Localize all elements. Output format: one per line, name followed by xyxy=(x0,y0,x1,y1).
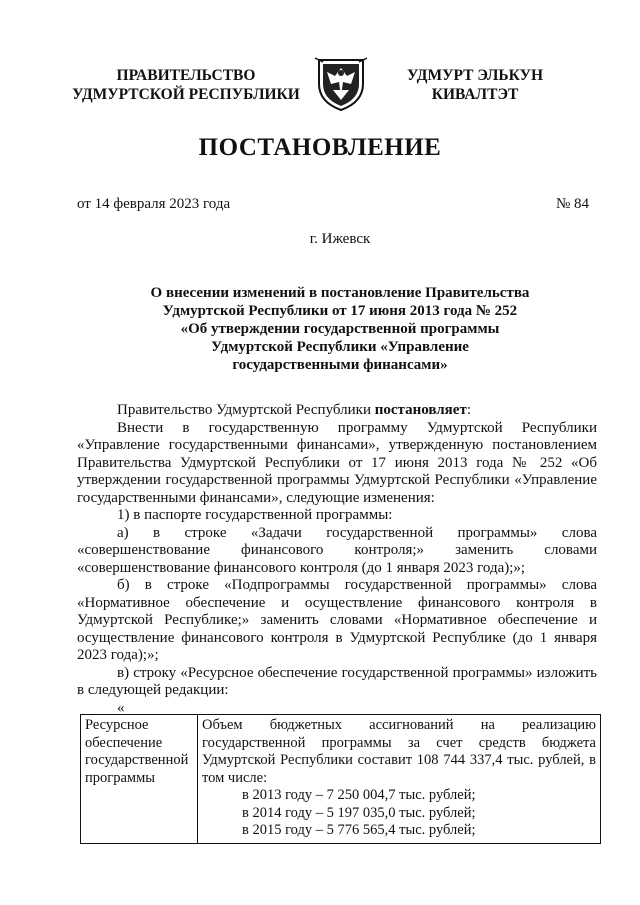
intro-bold: постановляет xyxy=(374,402,467,418)
passport-table xyxy=(80,714,601,844)
paragraph: Внести в государственную программу Удмуртской Республики «Управление государственными финансами», утвержденную постановлением Правительства Удмуртской Республики от 17 июня 2013 года № 252 «Об утверждении государственной программы Удмуртской Республики «Управление государственными финансами», следующие изменения: xyxy=(77,419,597,506)
intro-text: Правительство Удмуртской Республики xyxy=(117,402,375,418)
table-text: Объем бюджетных ассигнований на реализацию государственной программы за счет средств бюджета Удмуртской Республики составит 108 744 337,4 тыс. рублей, в том числе: xyxy=(202,717,596,786)
document-date: от 14 февраля 2023 года xyxy=(77,196,231,212)
table-row xyxy=(81,715,601,844)
subject-line: Удмуртской Республики «Управление xyxy=(211,339,469,355)
paragraph: б) в строке «Подпрограммы государственной программы» слова «Нормативное обеспечение и осуществление финансового контроля в Удмуртской Республике;» заменить словами «Нормативное обеспечение и осуществление финансового контроля в Удмуртской Республике (до 1 января 2023 года);»; xyxy=(77,577,597,663)
table-content-cell xyxy=(198,715,601,844)
paragraph: а) в строке «Задачи государственной программы» слова «совершенствование финансового контроля;» заменить словами «совершенствование финансового контроля (до 1 января 2023 года);»; xyxy=(77,524,597,576)
header-right-line1: УДМУРТ ЭЛЬКУН xyxy=(406,67,544,84)
subject-line: Удмуртской Республики от 17 июня 2013 года № 252 xyxy=(162,303,518,319)
quote-mark: « xyxy=(117,699,125,716)
year-line: в 2014 году – 5 197 035,0 тыс. рублей; xyxy=(242,804,476,821)
document-city: г. Ижевск xyxy=(309,231,371,247)
paragraph: в) строку «Ресурсное обеспечение государственной программы» изложить в следующей редакции: xyxy=(77,664,597,698)
header-left-line2: УДМУРТСКОЙ РЕСПУБЛИКИ xyxy=(72,86,300,103)
header-left-line1: ПРАВИТЕЛЬСТВО xyxy=(116,67,256,84)
header-right-line2: КИВАЛТЭТ xyxy=(431,86,519,103)
subject-line: О внесении изменений в постановление Правительства xyxy=(150,285,530,301)
header-left xyxy=(70,66,302,104)
intro-end: : xyxy=(466,402,471,418)
year-line: в 2015 году – 5 776 565,4 тыс. рублей; xyxy=(242,822,476,838)
document-title: ПОСТАНОВЛЕНИЕ xyxy=(198,134,442,161)
document-subject xyxy=(100,284,580,374)
intro-paragraph xyxy=(77,402,597,420)
subject-line: «Об утверждении государственной программы xyxy=(180,321,500,337)
table-label-cell: Ресурсное обеспечение государственной программы xyxy=(81,715,198,844)
header-right xyxy=(400,66,550,104)
document-number: № 84 xyxy=(556,196,590,212)
year-line: в 2013 году – 7 250 004,7 тыс. рублей; xyxy=(242,787,476,803)
document-body xyxy=(77,402,597,717)
subject-line: государственными финансами» xyxy=(232,357,448,373)
paragraph: 1) в паспорте государственной программы: xyxy=(117,507,393,523)
coat-of-arms-icon xyxy=(313,54,369,112)
